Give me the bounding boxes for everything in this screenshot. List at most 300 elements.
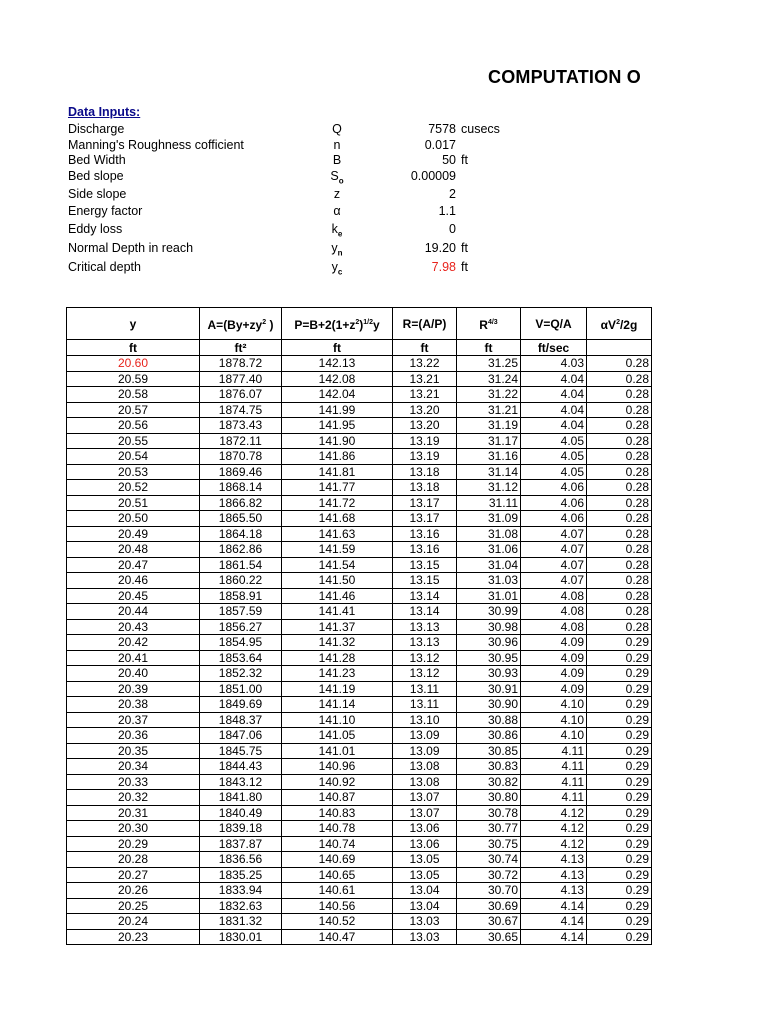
table-cell: 31.24 xyxy=(457,371,521,387)
table-cell: 31.09 xyxy=(457,511,521,527)
table-cell: 31.01 xyxy=(457,588,521,604)
table-cell: 141.99 xyxy=(282,402,393,418)
table-cell: 31.11 xyxy=(457,495,521,511)
table-cell: 31.19 xyxy=(457,418,521,434)
table-cell: 0.29 xyxy=(587,836,652,852)
table-cell: 141.54 xyxy=(282,557,393,573)
table-cell: 20.27 xyxy=(67,867,200,883)
table-cell: 31.22 xyxy=(457,387,521,403)
table-row xyxy=(67,805,652,821)
table-cell: 141.41 xyxy=(282,604,393,620)
table-cell: 20.52 xyxy=(67,480,200,496)
table-cell: 0.29 xyxy=(587,635,652,651)
table-cell: 20.47 xyxy=(67,557,200,573)
table-cell: 141.01 xyxy=(282,743,393,759)
table-cell: 141.68 xyxy=(282,511,393,527)
table-cell: 30.98 xyxy=(457,619,521,635)
table-cell: 141.72 xyxy=(282,495,393,511)
input-value: 1.1 xyxy=(438,204,456,218)
table-cell: 30.72 xyxy=(457,867,521,883)
input-label: Eddy loss xyxy=(68,222,123,236)
table-cell: 13.16 xyxy=(393,526,457,542)
table-cell: 20.24 xyxy=(67,914,200,930)
table-cell: 1866.82 xyxy=(200,495,282,511)
table-cell: 30.70 xyxy=(457,883,521,899)
table-row xyxy=(67,836,652,852)
table-cell: 0.29 xyxy=(587,805,652,821)
table-cell: 4.03 xyxy=(521,356,587,372)
table-cell: 13.16 xyxy=(393,542,457,558)
table-cell: 13.20 xyxy=(393,402,457,418)
input-symbol: n xyxy=(333,138,341,152)
table-cell: 1839.18 xyxy=(200,821,282,837)
table-row xyxy=(67,449,652,465)
table-cell: 1852.32 xyxy=(200,666,282,682)
table-cell: 0.29 xyxy=(587,914,652,930)
table-cell: 141.32 xyxy=(282,635,393,651)
table-cell: 20.58 xyxy=(67,387,200,403)
table-cell: 30.75 xyxy=(457,836,521,852)
table-cell: 13.22 xyxy=(393,356,457,372)
table-cell: 1832.63 xyxy=(200,898,282,914)
table-cell: 20.50 xyxy=(67,511,200,527)
table-cell: 0.29 xyxy=(587,759,652,775)
input-label: Critical depth xyxy=(68,260,141,274)
input-symbol: B xyxy=(332,153,342,167)
table-cell: 20.37 xyxy=(67,712,200,728)
table-cell: 20.25 xyxy=(67,898,200,914)
input-value: 0 xyxy=(449,222,456,236)
table-cell: 4.14 xyxy=(521,898,587,914)
table-cell: 13.14 xyxy=(393,604,457,620)
data-inputs-heading: Data Inputs: xyxy=(68,105,141,119)
table-cell: 0.29 xyxy=(587,790,652,806)
table-cell: 31.21 xyxy=(457,402,521,418)
table-cell: 13.19 xyxy=(393,449,457,465)
table-cell: 141.05 xyxy=(282,728,393,744)
table-cell: 20.55 xyxy=(67,433,200,449)
table-cell: 4.08 xyxy=(521,619,587,635)
table-cell: 20.49 xyxy=(67,526,200,542)
table-row xyxy=(67,387,652,403)
input-value: 0.00009 xyxy=(410,169,456,183)
table-cell: 31.17 xyxy=(457,433,521,449)
table-cell: 1831.32 xyxy=(200,914,282,930)
table-cell: 4.13 xyxy=(521,883,587,899)
table-cell: 1858.91 xyxy=(200,588,282,604)
table-cell: 30.86 xyxy=(457,728,521,744)
table-cell: 30.83 xyxy=(457,759,521,775)
table-cell: 140.69 xyxy=(282,852,393,868)
table-cell: 0.28 xyxy=(587,418,652,434)
table-row xyxy=(67,728,652,744)
table-cell: 4.08 xyxy=(521,588,587,604)
input-symbol: $S_o$ xyxy=(330,169,344,186)
table-cell: 30.96 xyxy=(457,635,521,651)
table-cell: 0.28 xyxy=(587,588,652,604)
table-cell: 0.28 xyxy=(587,542,652,558)
table-row xyxy=(67,619,652,635)
table-row xyxy=(67,511,652,527)
table-cell: 30.69 xyxy=(457,898,521,914)
table-cell: 31.03 xyxy=(457,573,521,589)
table-row xyxy=(67,604,652,620)
table-cell: 141.46 xyxy=(282,588,393,604)
table-body xyxy=(67,356,652,945)
table-cell: 1849.69 xyxy=(200,697,282,713)
table-cell: 13.10 xyxy=(393,712,457,728)
table-cell: 1865.50 xyxy=(200,511,282,527)
table-cell: 4.07 xyxy=(521,557,587,573)
table-cell: 13.03 xyxy=(393,929,457,945)
table-cell: 1837.87 xyxy=(200,836,282,852)
table-cell: 20.43 xyxy=(67,619,200,635)
table-row xyxy=(67,681,652,697)
input-symbol: $y_n$ xyxy=(331,241,343,258)
table-row xyxy=(67,929,652,945)
table-cell: 4.13 xyxy=(521,852,587,868)
input-value: 0.017 xyxy=(424,138,456,152)
table-cell: 20.45 xyxy=(67,588,200,604)
table-cell: 0.28 xyxy=(587,433,652,449)
table-cell: 1854.95 xyxy=(200,635,282,651)
table-cell: 20.32 xyxy=(67,790,200,806)
table-cell: 13.11 xyxy=(393,697,457,713)
table-cell: 1848.37 xyxy=(200,712,282,728)
table-cell: 13.07 xyxy=(393,805,457,821)
table-cell: 20.41 xyxy=(67,650,200,666)
table-cell: 141.95 xyxy=(282,418,393,434)
table-row xyxy=(67,774,652,790)
table-cell: 0.28 xyxy=(587,464,652,480)
table-cell: 13.07 xyxy=(393,790,457,806)
column-header: V=Q/A xyxy=(521,308,587,340)
table-cell: 141.37 xyxy=(282,619,393,635)
table-cell: 0.29 xyxy=(587,821,652,837)
table-unit-row xyxy=(67,340,652,356)
table-cell: 1847.06 xyxy=(200,728,282,744)
table-row xyxy=(67,356,652,372)
table-cell: 140.65 xyxy=(282,867,393,883)
table-cell: 141.28 xyxy=(282,650,393,666)
table-cell: 4.04 xyxy=(521,418,587,434)
table-cell: 20.38 xyxy=(67,697,200,713)
input-label: Discharge xyxy=(68,122,125,136)
input-unit: cusecs xyxy=(461,122,500,136)
table-row xyxy=(67,759,652,775)
table-cell: 13.06 xyxy=(393,836,457,852)
table-cell: 30.82 xyxy=(457,774,521,790)
table-cell: 4.07 xyxy=(521,573,587,589)
table-cell: 13.12 xyxy=(393,666,457,682)
table-cell: 1843.12 xyxy=(200,774,282,790)
table-cell: 4.04 xyxy=(521,387,587,403)
table-cell: 0.28 xyxy=(587,619,652,635)
table-row xyxy=(67,464,652,480)
table-cell: 1860.22 xyxy=(200,573,282,589)
table-cell: 141.63 xyxy=(282,526,393,542)
table-cell: 0.28 xyxy=(587,387,652,403)
table-cell: 140.74 xyxy=(282,836,393,852)
table-cell: 20.59 xyxy=(67,371,200,387)
table-cell: 0.29 xyxy=(587,712,652,728)
table-cell: 31.14 xyxy=(457,464,521,480)
column-unit: ft xyxy=(393,340,457,356)
table-cell: 1830.01 xyxy=(200,929,282,945)
table-cell: 31.16 xyxy=(457,449,521,465)
table-cell: 13.17 xyxy=(393,495,457,511)
table-cell: 13.11 xyxy=(393,681,457,697)
table-cell: 30.88 xyxy=(457,712,521,728)
table-cell: 141.86 xyxy=(282,449,393,465)
computation-table xyxy=(66,307,652,945)
input-row xyxy=(0,203,768,219)
table-row xyxy=(67,480,652,496)
table-cell: 13.18 xyxy=(393,480,457,496)
column-unit xyxy=(587,340,652,356)
table-cell: 1877.40 xyxy=(200,371,282,387)
table-row xyxy=(67,867,652,883)
table-cell: 1853.64 xyxy=(200,650,282,666)
table-cell: 4.10 xyxy=(521,712,587,728)
input-label: Side slope xyxy=(68,187,127,201)
table-cell: 0.28 xyxy=(587,511,652,527)
table-cell: 13.08 xyxy=(393,774,457,790)
column-unit: ft xyxy=(282,340,393,356)
table-cell: 1874.75 xyxy=(200,402,282,418)
table-cell: 30.78 xyxy=(457,805,521,821)
input-label: Normal Depth in reach xyxy=(68,241,194,255)
table-cell: 1878.72 xyxy=(200,356,282,372)
input-label: Manning's Roughness cofficient xyxy=(68,138,244,152)
table-cell: 20.56 xyxy=(67,418,200,434)
table-cell: 20.53 xyxy=(67,464,200,480)
table-cell: 1873.43 xyxy=(200,418,282,434)
table-cell: 4.14 xyxy=(521,914,587,930)
table-cell: 13.21 xyxy=(393,371,457,387)
table-cell: 1835.25 xyxy=(200,867,282,883)
table-cell: 31.04 xyxy=(457,557,521,573)
table-cell: 1844.43 xyxy=(200,759,282,775)
table-cell: 1862.86 xyxy=(200,542,282,558)
column-header: $R^{4/3}$ xyxy=(457,308,521,340)
table-cell: 4.06 xyxy=(521,480,587,496)
column-header: $P=B+2(1+z^2)^{1/2}y$ xyxy=(282,308,393,340)
table-cell: 142.13 xyxy=(282,356,393,372)
table-cell: 4.12 xyxy=(521,805,587,821)
column-unit: ft² xyxy=(200,340,282,356)
table-cell: 13.18 xyxy=(393,464,457,480)
table-cell: 4.12 xyxy=(521,821,587,837)
table-row xyxy=(67,433,652,449)
table-cell: 0.29 xyxy=(587,681,652,697)
table-cell: 141.14 xyxy=(282,697,393,713)
table-cell: 13.13 xyxy=(393,619,457,635)
table-cell: 141.77 xyxy=(282,480,393,496)
table-cell: 0.28 xyxy=(587,526,652,542)
table-cell: 0.29 xyxy=(587,666,652,682)
table-cell: 4.11 xyxy=(521,743,587,759)
input-symbol: z xyxy=(333,187,341,201)
input-label: Bed Width xyxy=(68,153,126,167)
table-cell: 20.46 xyxy=(67,573,200,589)
input-row xyxy=(0,168,768,184)
table-row xyxy=(67,898,652,914)
table-cell: 140.61 xyxy=(282,883,393,899)
table-cell: 30.74 xyxy=(457,852,521,868)
table-cell: 4.06 xyxy=(521,511,587,527)
table-cell: 20.57 xyxy=(67,402,200,418)
table-cell: 4.10 xyxy=(521,728,587,744)
table-row xyxy=(67,697,652,713)
table-cell: 0.29 xyxy=(587,929,652,945)
table-row xyxy=(67,883,652,899)
table-cell: 0.29 xyxy=(587,650,652,666)
column-unit: ft xyxy=(457,340,521,356)
table-cell: 20.31 xyxy=(67,805,200,821)
table-cell: 0.29 xyxy=(587,867,652,883)
table-cell: 20.54 xyxy=(67,449,200,465)
table-cell: 0.28 xyxy=(587,449,652,465)
table-cell: 20.44 xyxy=(67,604,200,620)
table-cell: 4.09 xyxy=(521,650,587,666)
input-row xyxy=(0,121,768,137)
table-cell: 13.13 xyxy=(393,635,457,651)
column-header: $A=(By+zy^2$ ) xyxy=(200,308,282,340)
table-cell: 4.13 xyxy=(521,867,587,883)
table-cell: 31.12 xyxy=(457,480,521,496)
table-cell: 4.04 xyxy=(521,371,587,387)
table-cell: 140.87 xyxy=(282,790,393,806)
table-cell: 1872.11 xyxy=(200,433,282,449)
table-cell: 4.08 xyxy=(521,604,587,620)
table-row xyxy=(67,790,652,806)
table-cell: 20.40 xyxy=(67,666,200,682)
table-cell: 1857.59 xyxy=(200,604,282,620)
input-unit: ft xyxy=(461,241,468,255)
table-cell: 20.34 xyxy=(67,759,200,775)
table-cell: 140.92 xyxy=(282,774,393,790)
input-row xyxy=(0,186,768,202)
table-cell: 13.21 xyxy=(393,387,457,403)
table-cell: 4.06 xyxy=(521,495,587,511)
table-cell: 20.23 xyxy=(67,929,200,945)
input-symbol: α xyxy=(333,204,341,218)
table-cell: 1861.54 xyxy=(200,557,282,573)
table-cell: 20.60 xyxy=(67,356,200,372)
input-symbol: $k_e$ xyxy=(331,222,343,239)
table-cell: 31.08 xyxy=(457,526,521,542)
input-label: Bed slope xyxy=(68,169,124,183)
table-row xyxy=(67,588,652,604)
table-cell: 0.29 xyxy=(587,883,652,899)
table-cell: 13.19 xyxy=(393,433,457,449)
table-cell: 13.14 xyxy=(393,588,457,604)
column-unit: ft/sec xyxy=(521,340,587,356)
table-cell: 0.29 xyxy=(587,697,652,713)
table-cell: 20.51 xyxy=(67,495,200,511)
table-cell: 1876.07 xyxy=(200,387,282,403)
table-cell: 4.09 xyxy=(521,666,587,682)
table-cell: 140.56 xyxy=(282,898,393,914)
table-cell: 0.29 xyxy=(587,743,652,759)
table-cell: 30.93 xyxy=(457,666,521,682)
table-cell: 0.29 xyxy=(587,898,652,914)
table-cell: 1870.78 xyxy=(200,449,282,465)
table-cell: 4.11 xyxy=(521,774,587,790)
input-unit: ft xyxy=(461,153,468,167)
table-cell: 13.05 xyxy=(393,867,457,883)
table-cell: 141.81 xyxy=(282,464,393,480)
table-cell: 0.28 xyxy=(587,573,652,589)
table-row xyxy=(67,635,652,651)
table-cell: 140.96 xyxy=(282,759,393,775)
table-cell: 13.12 xyxy=(393,650,457,666)
table-cell: 4.09 xyxy=(521,681,587,697)
table-cell: 0.28 xyxy=(587,480,652,496)
input-value: 7.98 xyxy=(431,260,456,274)
table-cell: 4.14 xyxy=(521,929,587,945)
table-cell: 1833.94 xyxy=(200,883,282,899)
table-cell: 20.28 xyxy=(67,852,200,868)
table-cell: 141.10 xyxy=(282,712,393,728)
input-symbol: $y_c$ xyxy=(331,260,343,277)
input-value: 2 xyxy=(449,187,456,201)
table-cell: 4.11 xyxy=(521,759,587,775)
table-cell: 30.67 xyxy=(457,914,521,930)
table-cell: 13.09 xyxy=(393,743,457,759)
table-cell: 13.03 xyxy=(393,914,457,930)
table-cell: 0.28 xyxy=(587,557,652,573)
table-cell: 20.26 xyxy=(67,883,200,899)
table-cell: 30.85 xyxy=(457,743,521,759)
input-symbol: Q xyxy=(332,122,342,136)
table-row xyxy=(67,418,652,434)
input-row xyxy=(0,259,768,275)
table-row xyxy=(67,371,652,387)
column-header: R=(A/P) xyxy=(393,308,457,340)
table-cell: 4.05 xyxy=(521,464,587,480)
table-cell: 4.05 xyxy=(521,433,587,449)
table-cell: 30.65 xyxy=(457,929,521,945)
table-cell: 20.42 xyxy=(67,635,200,651)
table-cell: 141.23 xyxy=(282,666,393,682)
table-cell: 4.07 xyxy=(521,526,587,542)
table-cell: 13.15 xyxy=(393,573,457,589)
table-cell: 30.77 xyxy=(457,821,521,837)
table-row xyxy=(67,914,652,930)
table-cell: 13.06 xyxy=(393,821,457,837)
input-value: 7578 xyxy=(428,122,456,136)
table-cell: 13.04 xyxy=(393,898,457,914)
table-cell: 30.99 xyxy=(457,604,521,620)
table-row xyxy=(67,852,652,868)
table-cell: 20.48 xyxy=(67,542,200,558)
table-cell: 13.04 xyxy=(393,883,457,899)
table-cell: 0.28 xyxy=(587,356,652,372)
table-cell: 1864.18 xyxy=(200,526,282,542)
table-row xyxy=(67,650,652,666)
table-cell: 13.05 xyxy=(393,852,457,868)
table-cell: 20.33 xyxy=(67,774,200,790)
table-cell: 4.11 xyxy=(521,790,587,806)
column-header: $\alpha V^2/2g$ xyxy=(587,308,652,340)
column-unit: ft xyxy=(67,340,200,356)
table-cell: 1840.49 xyxy=(200,805,282,821)
input-row xyxy=(0,137,768,153)
table-cell: 30.95 xyxy=(457,650,521,666)
table-cell: 4.04 xyxy=(521,402,587,418)
